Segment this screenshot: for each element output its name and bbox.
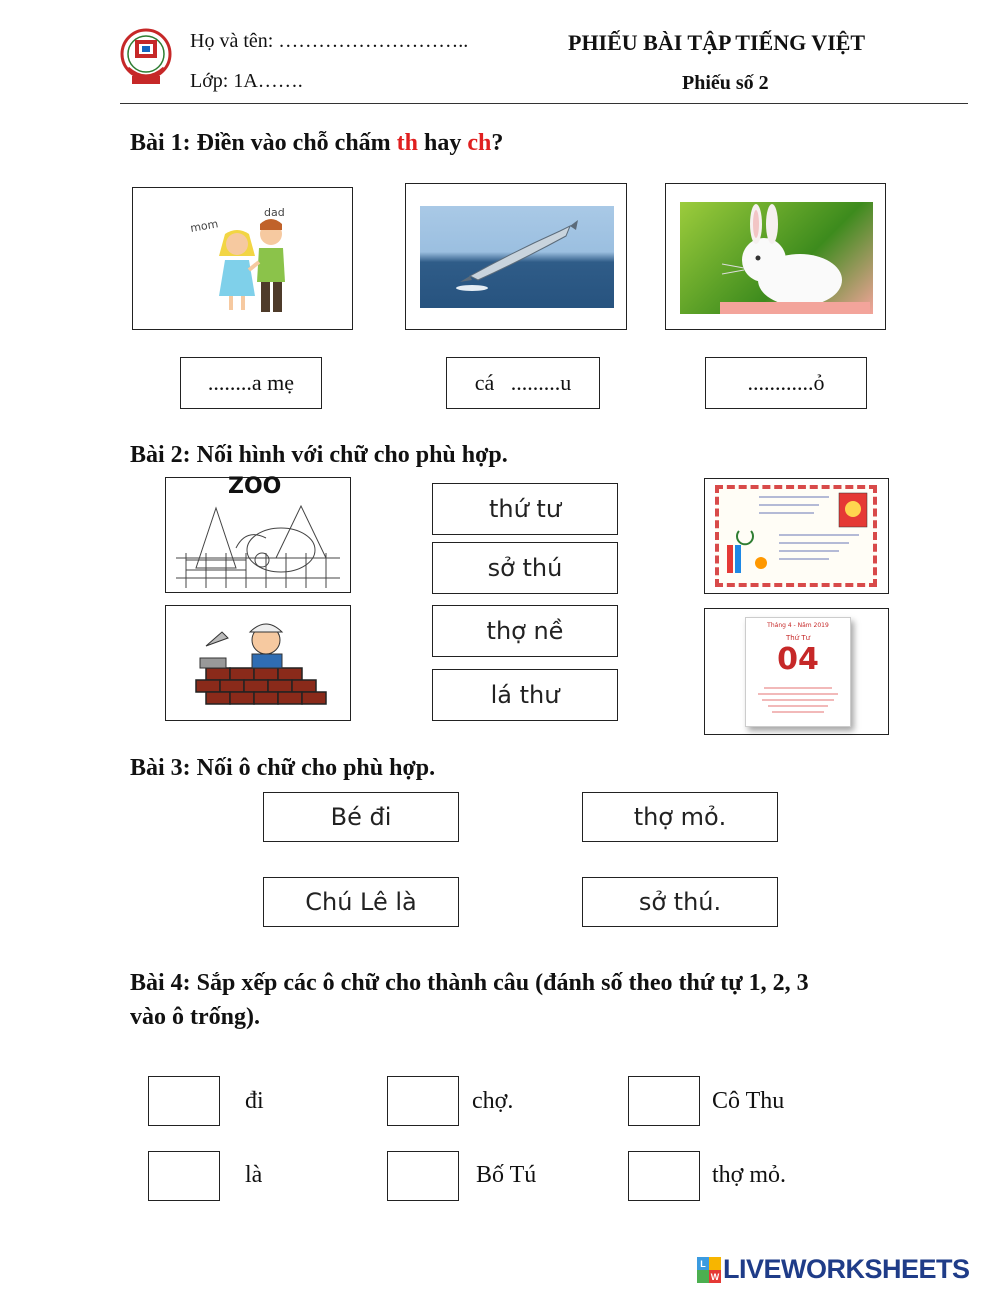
option-th: th [396, 130, 419, 156]
order-box-cho[interactable] [387, 1076, 459, 1126]
fill-blank-2[interactable]: cá .........u [446, 357, 600, 409]
exercise-2-title: Bài 2: Nối hình với chữ cho phù hợp. [130, 442, 508, 468]
picture-rabbit [665, 183, 886, 330]
calendar-page [745, 617, 851, 727]
picture-calendar[interactable] [704, 608, 889, 735]
logo-letter-l: L [697, 1257, 709, 1270]
option-ch: ch [467, 130, 492, 156]
word-box-tho-ne[interactable]: thợ nề [432, 605, 618, 657]
fill-blank-1[interactable]: ........a mẹ [180, 357, 322, 409]
word-la: là [245, 1162, 263, 1188]
exercise-4-title-line1: Bài 4: Sắp xếp các ô chữ cho thành câu (đánh số theo thứ tự 1, 2, 3 [130, 970, 809, 996]
word-tho-mo: thợ mỏ. [712, 1162, 787, 1188]
zoo-label: ZOO [228, 474, 282, 499]
class-field-label: Lớp: 1A……. [190, 70, 303, 92]
exercise-4-title-line2: vào ô trống). [130, 1004, 260, 1030]
mom-label: mom [189, 217, 220, 235]
calendar-day: 04 [777, 642, 819, 677]
word-bo-tu: Bố Tú [476, 1162, 537, 1188]
word-di: đi [245, 1088, 264, 1114]
picture-mom-dad [132, 187, 353, 330]
picture-jumping-fish [405, 183, 627, 330]
word-box-thu-tu[interactable]: thứ tư [432, 483, 618, 535]
word-box-so-thu[interactable]: sở thú [432, 542, 618, 594]
order-box-di[interactable] [148, 1076, 220, 1126]
picture-envelope[interactable] [704, 478, 889, 594]
sea-photo [420, 206, 614, 308]
word-cho: chợ. [472, 1088, 514, 1114]
order-box-tho-mo[interactable] [628, 1151, 700, 1201]
exercise-1-title: Bài 1: Điền vào chỗ chấm th hay ch? [130, 130, 504, 156]
worksheet-number: Phiếu số 2 [682, 72, 769, 94]
order-box-bo-tu[interactable] [387, 1151, 459, 1201]
word-co-thu: Cô Thu [712, 1088, 785, 1114]
name-field-label: Họ và tên: ……………………….. [190, 30, 469, 52]
phrase-box-tho-mo[interactable]: thợ mỏ. [582, 792, 778, 842]
calendar-weekday: Thứ Tư [785, 634, 811, 642]
calendar-month: Tháng 4 - Năm 2019 [767, 622, 829, 629]
dad-label: dad [264, 206, 285, 219]
liveworksheets-logo-icon [697, 1257, 721, 1283]
word-box-la-thu[interactable]: lá thư [432, 669, 618, 721]
phrase-box-be-di[interactable]: Bé đi [263, 792, 459, 842]
picture-bricklayer[interactable] [165, 605, 351, 721]
picture-zoo[interactable] [165, 474, 351, 593]
fill-blank-3[interactable]: ............ỏ [705, 357, 867, 409]
envelope-body [715, 485, 877, 587]
order-box-la[interactable] [148, 1151, 220, 1201]
order-box-co-thu[interactable] [628, 1076, 700, 1126]
phrase-box-so-thu[interactable]: sở thú. [582, 877, 778, 927]
school-logo [120, 24, 172, 90]
phrase-box-chu-le-la[interactable]: Chú Lê là [263, 877, 459, 927]
logo-letter-w: W [710, 1271, 720, 1282]
header-divider [120, 103, 968, 104]
worksheet-title: PHIẾU BÀI TẬP TIẾNG VIỆT [568, 30, 866, 55]
liveworksheets-brand[interactable]: LIVEWORKSHEETS [723, 1254, 970, 1284]
rabbit-photo [680, 202, 873, 314]
exercise-3-title: Bài 3: Nối ô chữ cho phù hợp. [130, 755, 436, 781]
